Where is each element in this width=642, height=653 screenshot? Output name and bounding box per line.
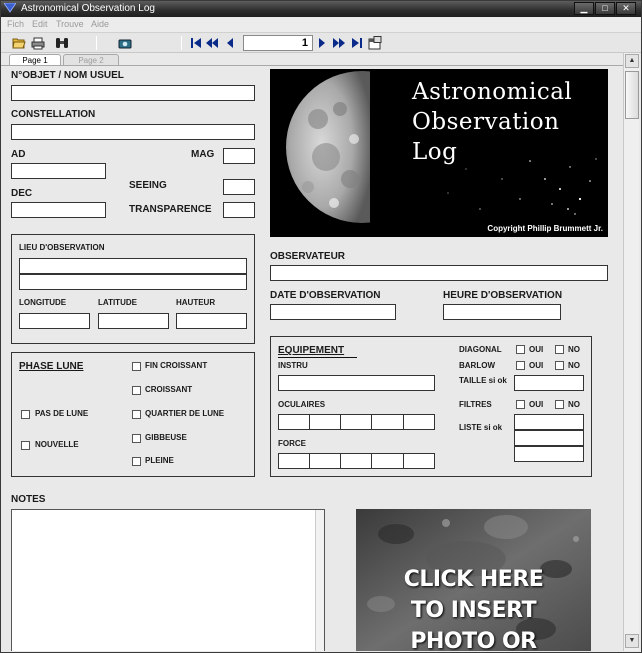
print-button[interactable] (30, 35, 46, 51)
title-bar[interactable] (1, 1, 641, 17)
phase-full-label: PLEINE (145, 456, 174, 465)
print-icon (31, 37, 45, 50)
camera-icon (118, 38, 132, 49)
open-button[interactable] (11, 35, 27, 51)
barlow-yes-label: OUI (529, 361, 544, 370)
scroll-up-button[interactable] (625, 54, 639, 68)
banner-title-line-1: Astronomical (412, 79, 573, 105)
diagonal-yes-checkbox[interactable] (516, 345, 525, 354)
record-window-icon[interactable] (368, 36, 382, 50)
moon-phase-box (11, 352, 255, 477)
insert-photo-button[interactable] (356, 509, 591, 651)
first-page-icon[interactable] (189, 36, 203, 50)
menu-file[interactable]: Fich (7, 19, 25, 29)
close-icon: ✕ (622, 3, 630, 13)
menu-bar (1, 17, 641, 33)
phase-quarter-label: QUARTIER DE LUNE (145, 409, 225, 418)
notes-field[interactable] (11, 509, 325, 651)
last-page-icon[interactable] (350, 36, 364, 50)
scrollbar-thumb[interactable] (625, 71, 639, 119)
filters-yes-checkbox[interactable] (516, 400, 525, 409)
phase-full-checkbox[interactable] (132, 457, 141, 466)
object-field[interactable] (11, 85, 255, 101)
phase-no-moon-checkbox[interactable] (21, 410, 30, 419)
banner-title-line-3: Log (412, 139, 458, 165)
power-field-4[interactable] (371, 453, 404, 469)
tab-page-2[interactable]: Page 2 (63, 54, 119, 66)
filters-no-checkbox[interactable] (555, 400, 564, 409)
app-logo-icon (4, 3, 16, 14)
eyepieces-label: OCULAIRES (278, 400, 326, 409)
toolbar (1, 33, 641, 53)
notes-scrollbar[interactable] (315, 510, 324, 651)
barlow-yes-checkbox[interactable] (516, 361, 525, 370)
toolbar-separator (96, 36, 97, 50)
filters-list-field-2[interactable] (514, 430, 584, 446)
notes-label: NOTES (11, 494, 46, 505)
altitude-label: HAUTEUR (176, 298, 216, 307)
equipment-underline (278, 357, 357, 358)
next-icon[interactable] (315, 36, 329, 50)
page-scrollbar[interactable] (623, 53, 639, 651)
constellation-field[interactable] (11, 124, 255, 140)
site-box (11, 234, 255, 344)
site-field-1[interactable] (19, 258, 247, 274)
power-field-3[interactable] (340, 453, 372, 469)
phase-new-moon-label: NOUVELLE (35, 440, 79, 449)
dec-field[interactable] (11, 202, 106, 218)
next-fast-icon[interactable] (332, 36, 346, 50)
barlow-label: BARLOW (459, 361, 495, 370)
mag-label: MAG (191, 149, 215, 160)
diagonal-yes-label: OUI (529, 345, 544, 354)
ra-label: AD (11, 149, 26, 160)
phase-new-moon-checkbox[interactable] (21, 441, 30, 450)
diagonal-no-label: NO (568, 345, 580, 354)
ra-field[interactable] (11, 163, 106, 179)
date-label: DATE D'OBSERVATION (270, 290, 381, 301)
equipment-box (270, 336, 592, 477)
instrument-field[interactable] (278, 375, 435, 391)
menu-help[interactable]: Aide (91, 19, 110, 29)
open-folder-icon (12, 37, 26, 49)
tab-page-1[interactable]: Page 1 (9, 54, 61, 66)
phase-crescent-label: CROISSANT (145, 385, 193, 394)
chevron-down-icon: ▼ (628, 637, 636, 644)
latitude-label: LATITUDE (98, 298, 137, 307)
longitude-field[interactable] (19, 313, 90, 329)
power-label: FORCE (278, 439, 306, 448)
altitude-field[interactable] (176, 313, 247, 329)
filters-list-field-1[interactable] (514, 414, 584, 430)
mag-field[interactable] (223, 148, 255, 164)
latitude-field[interactable] (98, 313, 169, 329)
title-banner (270, 69, 608, 237)
phase-gibbous-checkbox[interactable] (132, 434, 141, 443)
seeing-label: SEEING (129, 180, 167, 191)
page-number-field[interactable]: 1 (243, 35, 313, 51)
menu-edit[interactable]: Edit (32, 19, 48, 29)
window-title: Astronomical Observation Log (21, 3, 155, 14)
barlow-size-label: TAILLE si ok (459, 376, 507, 385)
binoculars-icon (55, 37, 69, 49)
filters-label: FILTRES (459, 400, 492, 409)
close-button[interactable] (616, 2, 636, 15)
phase-crescent-checkbox[interactable] (132, 386, 141, 395)
phase-quarter-checkbox[interactable] (132, 410, 141, 419)
previous-icon[interactable] (223, 36, 237, 50)
dec-label: DEC (11, 188, 33, 199)
eyepiece-field-5[interactable] (403, 414, 435, 430)
power-field-2[interactable] (309, 453, 341, 469)
seeing-field[interactable] (223, 179, 255, 195)
photo-text-line-2: TO INSERT (410, 598, 537, 623)
instrument-label: INSTRU (278, 361, 308, 370)
menu-find[interactable]: Trouve (56, 19, 84, 29)
eyepiece-field-2[interactable] (309, 414, 341, 430)
phase-gibbous-label: GIBBEUSE (145, 433, 187, 442)
form-page (1, 66, 623, 651)
time-label: HEURE D'OBSERVATION (443, 290, 563, 301)
camera-button[interactable] (117, 35, 133, 51)
object-label: N°OBJET / NOM USUEL (11, 70, 124, 81)
diagonal-label: DIAGONAL (459, 345, 502, 354)
phase-no-moon-label: PAS DE LUNE (35, 409, 89, 418)
photo-text-line-1: CLICK HERE (403, 567, 544, 592)
toolbar-separator (181, 36, 182, 50)
maximize-icon: □ (602, 3, 608, 13)
date-field[interactable] (270, 304, 396, 320)
transparency-field[interactable] (223, 202, 255, 218)
eyepiece-field-3[interactable] (340, 414, 372, 430)
constellation-label: CONSTELLATION (11, 109, 96, 120)
site-label: LIEU D'OBSERVATION (19, 243, 105, 252)
barlow-no-label: NO (568, 361, 580, 370)
eyepiece-field-1[interactable] (278, 414, 310, 430)
barlow-size-field[interactable] (514, 375, 584, 391)
filters-yes-label: OUI (529, 400, 544, 409)
phase-waning-crescent-checkbox[interactable] (132, 362, 141, 371)
diagonal-no-checkbox[interactable] (555, 345, 564, 354)
filters-no-label: NO (568, 400, 580, 409)
observer-field[interactable] (270, 265, 608, 281)
filters-list-label: LISTE si ok (459, 423, 503, 432)
time-field[interactable] (443, 304, 561, 320)
filters-list-field-3[interactable] (514, 446, 584, 462)
longitude-label: LONGITUDE (19, 298, 67, 307)
equipment-label: EQUIPEMENT (278, 345, 345, 356)
site-field-2[interactable] (19, 274, 247, 290)
chevron-up-icon: ▲ (628, 57, 636, 64)
transparency-label: TRANSPARENCE (129, 204, 212, 215)
power-field-1[interactable] (278, 453, 310, 469)
observer-label: OBSERVATEUR (270, 251, 346, 262)
barlow-no-checkbox[interactable] (555, 361, 564, 370)
photo-text-line-3: PHOTO OR (410, 629, 537, 651)
previous-fast-icon[interactable] (205, 36, 219, 50)
minimize-icon: ▁ (580, 3, 588, 13)
eyepiece-field-4[interactable] (371, 414, 404, 430)
find-button[interactable] (54, 35, 70, 51)
minimize-button[interactable] (574, 2, 594, 15)
phase-waning-crescent-label: FIN CROISSANT (145, 361, 208, 370)
scroll-down-button[interactable] (625, 634, 639, 648)
power-field-5[interactable] (403, 453, 435, 469)
moon-phase-label: PHASE LUNE (19, 361, 84, 372)
maximize-button[interactable] (595, 2, 615, 15)
banner-title-line-2: Observation (412, 109, 560, 135)
banner-copyright: Copyright Phillip Brummett Jr. (487, 224, 603, 233)
